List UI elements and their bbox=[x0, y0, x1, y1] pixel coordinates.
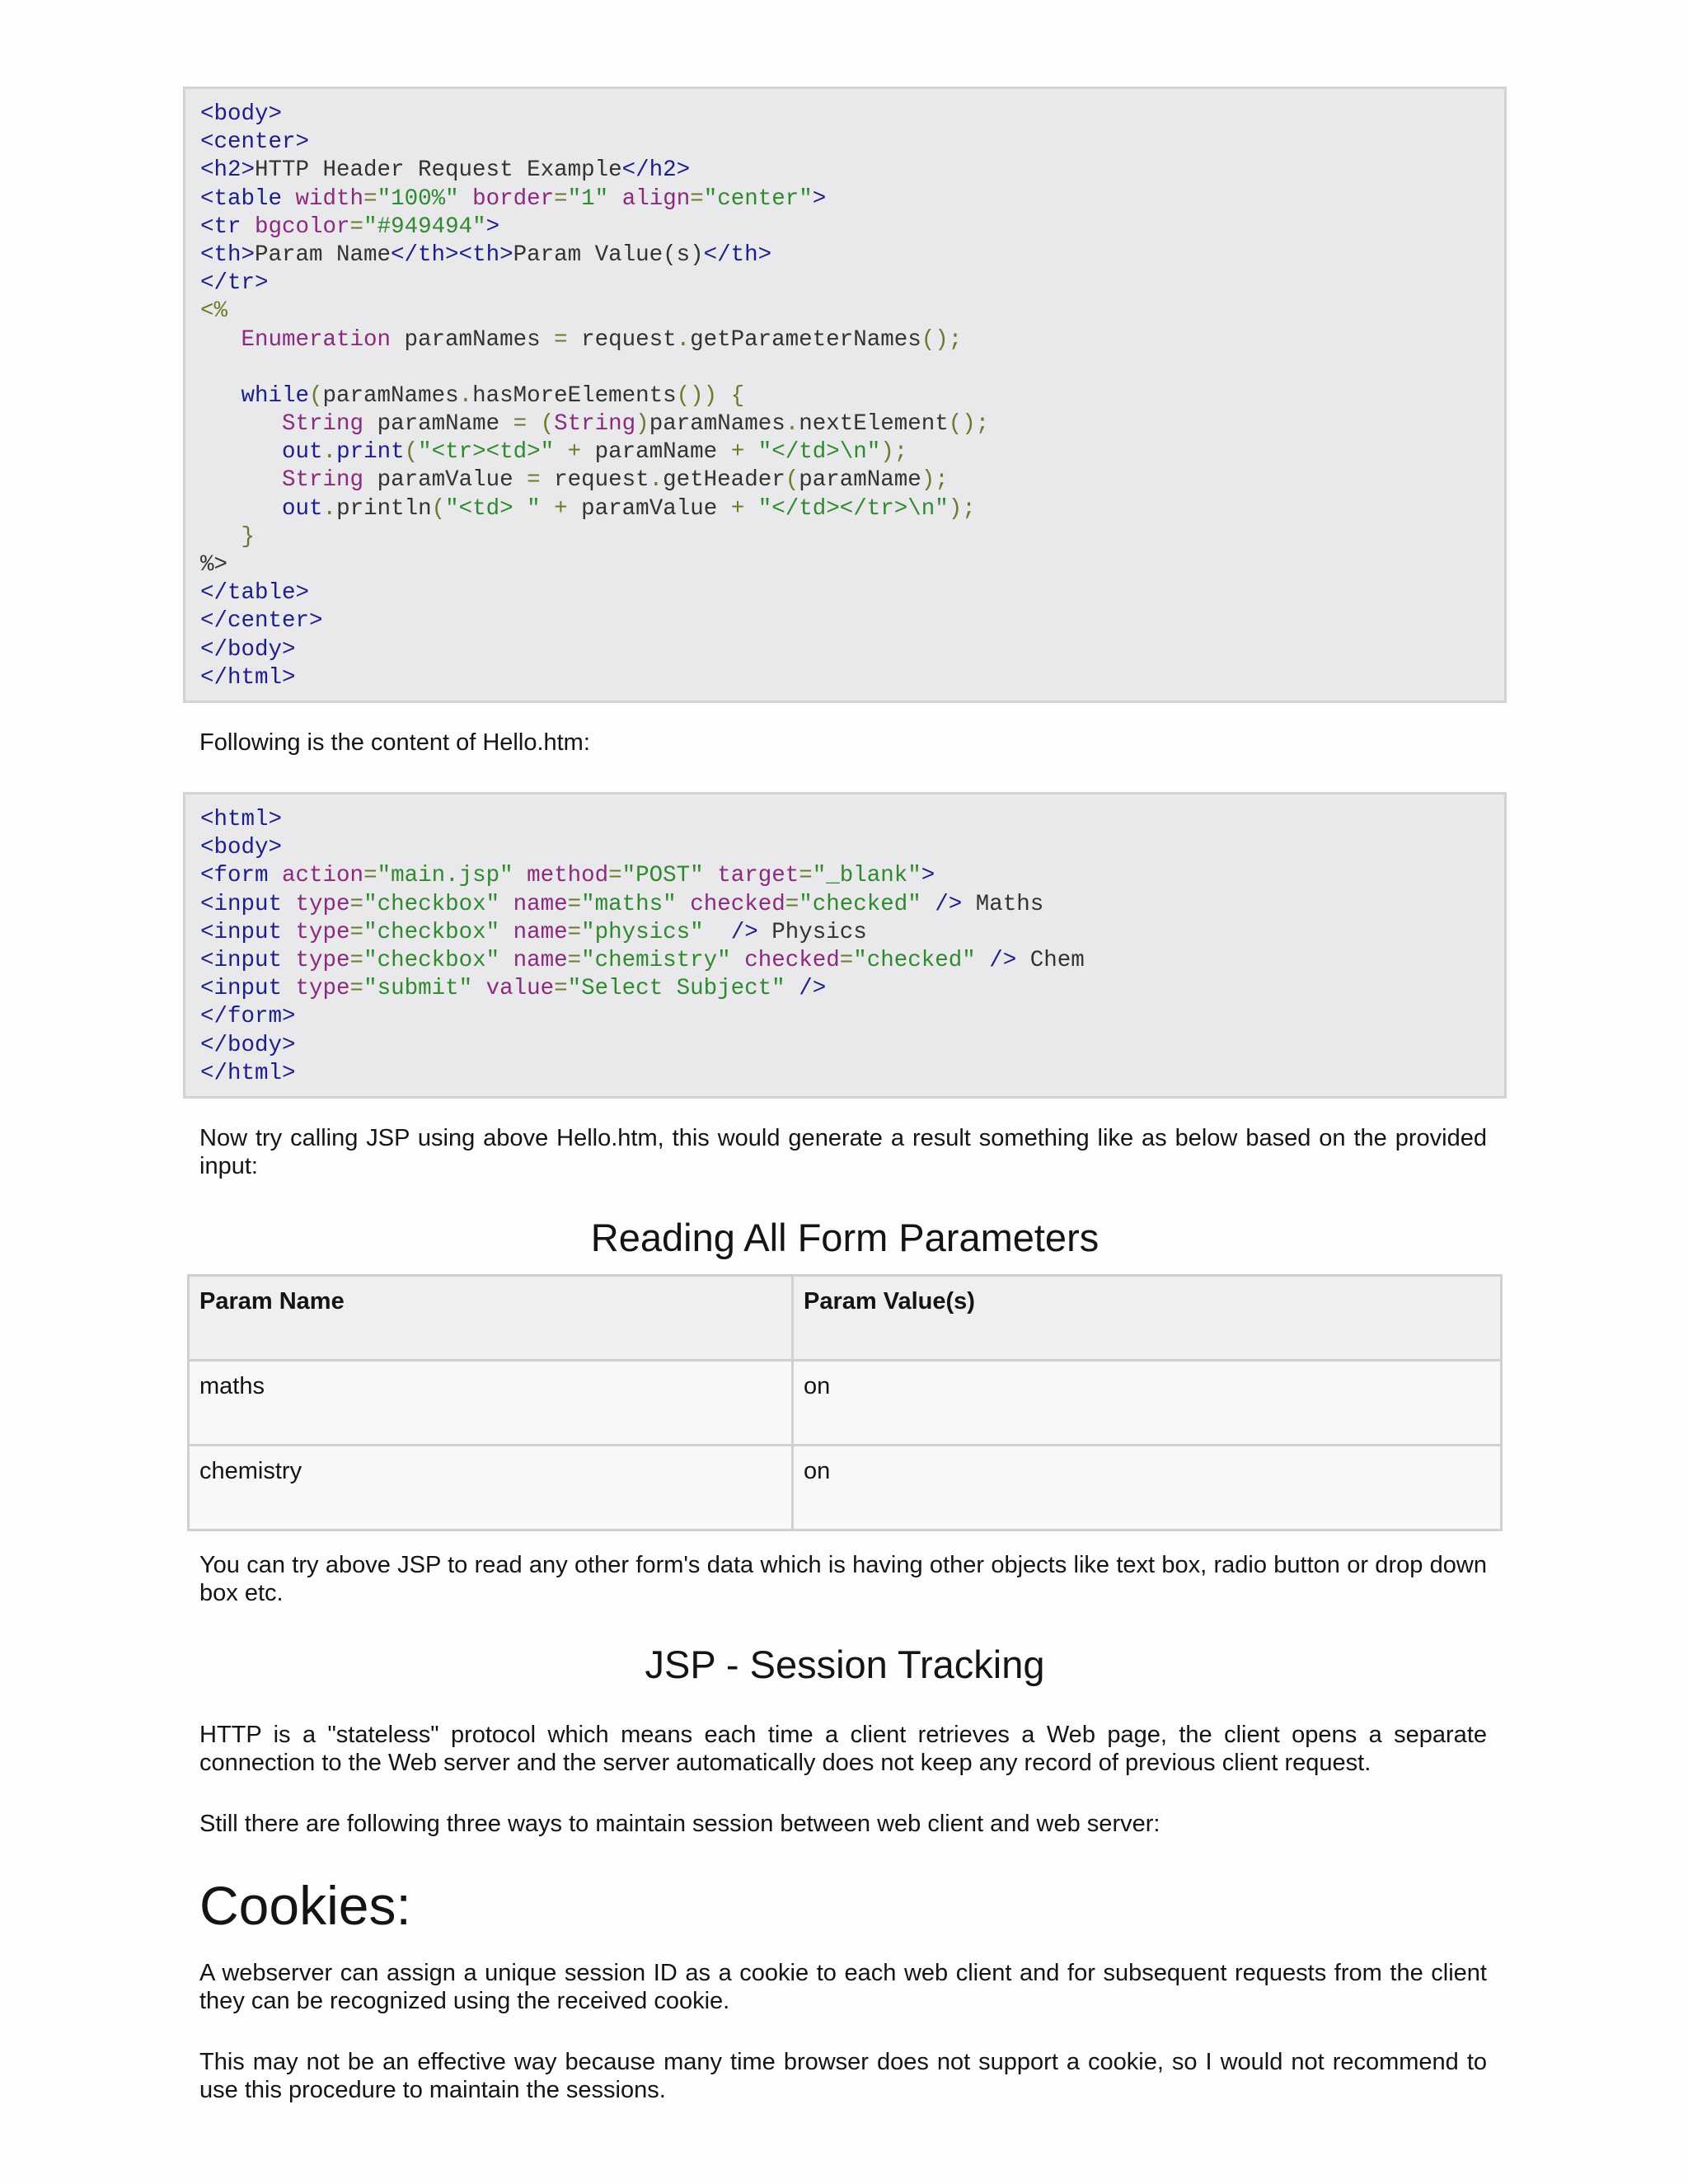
code-token: <tr bbox=[200, 213, 256, 240]
code-token: = bbox=[527, 467, 541, 494]
paragraph-cookie-session-id: A webserver can assign a unique session ID as a cookie to each web client and for subsequent requests from the client they can be recognized using the received cookie. bbox=[199, 1960, 1487, 2014]
code-token bbox=[200, 439, 282, 465]
code-token: (); bbox=[921, 326, 963, 353]
table-header-cell: Param Value(s) bbox=[793, 1276, 1502, 1361]
heading-cookies: Cookies: bbox=[199, 1875, 411, 1936]
code-line bbox=[200, 1003, 1489, 1031]
paragraph-try-above: You can try above JSP to read any other form's data which is having other objects like text box, radio button or drop down box etc. bbox=[199, 1552, 1487, 1606]
code-token bbox=[200, 327, 241, 353]
code-token: . bbox=[322, 439, 337, 466]
code-token: "maths" bbox=[581, 891, 677, 917]
table-header-cell: Param Name bbox=[189, 1276, 793, 1361]
code-token bbox=[704, 863, 718, 888]
code-token: = bbox=[349, 891, 364, 917]
code-token: ( bbox=[431, 495, 446, 522]
code-token: <input bbox=[200, 947, 296, 973]
code-line bbox=[200, 129, 1489, 157]
code-token: out bbox=[282, 495, 323, 522]
code-token bbox=[527, 411, 541, 437]
code-token: getParameterNames bbox=[690, 326, 921, 353]
code-token: . bbox=[322, 495, 337, 522]
code-line bbox=[200, 919, 1489, 947]
heading-session-tracking: JSP - Session Tracking bbox=[645, 1643, 1045, 1686]
code-token: request bbox=[540, 467, 649, 494]
code-block-hello-htm bbox=[183, 792, 1507, 1099]
table-cell: chemistry bbox=[189, 1446, 793, 1530]
paragraph-stateless: HTTP is a "stateless" protocol which means each time a client retrieves a Web page, the client opens a separate connection to the Web server and the server automatically does not keep any record of previous client request. bbox=[199, 1722, 1487, 1776]
code-token: "#949494" bbox=[363, 213, 486, 240]
code-token: paramNames bbox=[391, 326, 555, 353]
code-token: String bbox=[554, 411, 636, 438]
code-token: . bbox=[649, 467, 663, 494]
result-table bbox=[187, 1274, 1503, 1531]
code-token: hasMoreElements bbox=[472, 382, 677, 409]
code-line bbox=[200, 523, 1489, 551]
code-token: paramName bbox=[799, 467, 921, 494]
code-token: + bbox=[554, 495, 568, 522]
code-line bbox=[200, 607, 1489, 635]
code-token bbox=[541, 496, 555, 522]
code-line bbox=[200, 1060, 1489, 1088]
heading-reading-form-parameters: Reading All Form Parameters bbox=[590, 1216, 1100, 1259]
code-line bbox=[200, 664, 1489, 692]
code-token: <center> bbox=[200, 129, 310, 156]
code-token: </h2> bbox=[621, 157, 691, 184]
code-token: align bbox=[621, 185, 691, 212]
code-line bbox=[200, 269, 1489, 298]
code-token: "chemistry" bbox=[581, 947, 731, 973]
code-token: <th> bbox=[200, 241, 256, 268]
code-token: bgcolor bbox=[255, 213, 350, 240]
code-token: <h2> bbox=[200, 157, 256, 184]
code-token: "1" bbox=[567, 185, 609, 212]
code-token: paramName bbox=[581, 439, 731, 466]
code-token: "POST" bbox=[621, 863, 704, 889]
table-cell: maths bbox=[189, 1361, 793, 1446]
paragraph-hello-intro: Following is the content of Hello.htm: bbox=[199, 729, 590, 756]
code-token: + bbox=[730, 439, 745, 466]
code-token: = bbox=[363, 863, 377, 889]
code-token bbox=[513, 863, 528, 888]
code-token: "physics" bbox=[581, 919, 704, 945]
code-token: = bbox=[690, 185, 704, 212]
code-token: . bbox=[676, 326, 691, 353]
code-token bbox=[731, 948, 745, 973]
paragraph-three-ways: Still there are following three ways to maintain session between web client and web server: bbox=[199, 1811, 1160, 1837]
code-token: "checkbox" bbox=[363, 891, 500, 917]
code-line bbox=[200, 326, 1489, 354]
code-token: <form bbox=[200, 863, 283, 889]
code-token: } bbox=[241, 523, 256, 550]
code-token: Param Value(s) bbox=[513, 241, 704, 268]
code-token: String bbox=[282, 467, 364, 494]
code-token: = bbox=[363, 185, 377, 212]
code-token: out bbox=[282, 439, 323, 466]
code-token: paramNames bbox=[649, 411, 785, 438]
code-token bbox=[785, 976, 799, 1001]
code-token: </html> bbox=[200, 664, 296, 691]
code-token: checked bbox=[744, 947, 840, 973]
code-token: ( bbox=[540, 411, 555, 438]
code-token bbox=[200, 496, 282, 522]
code-token: type bbox=[295, 976, 350, 1002]
code-token: border bbox=[472, 185, 555, 212]
code-token bbox=[554, 439, 568, 465]
code-token bbox=[200, 383, 241, 409]
code-token bbox=[472, 976, 486, 1001]
code-line bbox=[200, 862, 1489, 890]
code-line bbox=[200, 438, 1489, 466]
code-line bbox=[200, 579, 1489, 607]
code-token: ( bbox=[309, 382, 323, 409]
code-token: "100%" bbox=[377, 185, 459, 212]
code-token: { bbox=[730, 382, 745, 409]
code-token: ); bbox=[921, 467, 949, 494]
code-token: <table bbox=[200, 185, 296, 212]
code-token: type bbox=[295, 891, 350, 917]
code-token: nextElement bbox=[799, 411, 949, 438]
paragraph-try-calling: Now try calling JSP using above Hello.htm, this would generate a result something like as below based on the provided input: bbox=[199, 1125, 1487, 1179]
code-token: "checkbox" bbox=[363, 947, 500, 973]
code-token: = bbox=[554, 185, 568, 212]
code-token: </html> bbox=[200, 1060, 296, 1086]
code-token: = bbox=[567, 891, 582, 917]
code-token: width bbox=[295, 185, 364, 212]
code-token: = bbox=[799, 863, 813, 889]
code-token: Maths bbox=[962, 891, 1044, 917]
table-row bbox=[189, 1361, 1502, 1446]
code-token: "<tr><td>" bbox=[418, 439, 555, 466]
code-token: <html> bbox=[200, 807, 283, 832]
code-token bbox=[200, 524, 241, 550]
code-line bbox=[200, 551, 1489, 579]
code-token: </th> bbox=[703, 241, 772, 268]
code-line bbox=[200, 157, 1489, 185]
code-token bbox=[744, 496, 758, 522]
code-token bbox=[677, 892, 691, 917]
code-token: = bbox=[349, 919, 364, 945]
code-token bbox=[608, 186, 622, 212]
code-token: name bbox=[513, 919, 568, 945]
code-token: String bbox=[282, 411, 364, 438]
code-line bbox=[200, 382, 1489, 410]
code-token: request bbox=[567, 326, 677, 353]
code-token bbox=[200, 467, 282, 493]
code-token: ( bbox=[404, 439, 419, 466]
code-token: paramName bbox=[363, 411, 513, 438]
code-token: </table> bbox=[200, 580, 310, 607]
code-line bbox=[200, 834, 1489, 862]
code-line bbox=[200, 891, 1489, 919]
code-line bbox=[200, 1032, 1489, 1060]
code-token: "</td></tr>\n" bbox=[757, 495, 949, 522]
code-token bbox=[200, 411, 282, 437]
code-token bbox=[459, 186, 473, 212]
code-token: = bbox=[839, 947, 854, 973]
code-token: name bbox=[513, 947, 568, 973]
code-token: type bbox=[295, 919, 350, 945]
code-token: paramValue bbox=[363, 467, 528, 494]
code-token: = bbox=[608, 863, 622, 889]
code-token: Param Name bbox=[255, 241, 392, 268]
code-token bbox=[921, 892, 935, 917]
code-token: </body> bbox=[200, 1032, 296, 1058]
code-token: method bbox=[527, 863, 609, 889]
code-token: = bbox=[567, 919, 582, 945]
code-token: name bbox=[513, 891, 568, 917]
code-token: </center> bbox=[200, 608, 323, 635]
code-token: ); bbox=[948, 495, 976, 522]
code-token bbox=[704, 920, 731, 945]
code-token: "checked" bbox=[853, 947, 976, 973]
code-token: ()) bbox=[676, 382, 718, 409]
code-token: = bbox=[554, 326, 568, 353]
table-row bbox=[189, 1446, 1502, 1530]
code-token: ); bbox=[880, 439, 908, 466]
code-token: + bbox=[567, 439, 582, 466]
code-token: <input bbox=[200, 919, 296, 945]
code-token: = bbox=[349, 976, 364, 1002]
code-token bbox=[717, 383, 731, 409]
code-token bbox=[499, 948, 513, 973]
code-token: > bbox=[812, 185, 827, 212]
code-token: = bbox=[554, 976, 568, 1002]
table-header-row bbox=[189, 1276, 1502, 1361]
code-token: target bbox=[717, 863, 799, 889]
code-token: getHeader bbox=[663, 467, 785, 494]
code-token: /> bbox=[730, 919, 758, 945]
code-line bbox=[200, 466, 1489, 494]
code-token: + bbox=[730, 495, 745, 522]
code-token: /> bbox=[935, 891, 963, 917]
code-line bbox=[200, 947, 1489, 975]
code-token: = bbox=[567, 947, 582, 973]
code-token: Chem bbox=[1016, 947, 1085, 973]
code-token: > bbox=[921, 863, 935, 889]
code-token: Enumeration bbox=[241, 326, 392, 353]
code-token: <input bbox=[200, 891, 296, 917]
code-token: = bbox=[513, 411, 528, 438]
code-token: checked bbox=[690, 891, 785, 917]
code-token: = bbox=[349, 213, 364, 240]
code-token: </form> bbox=[200, 1004, 296, 1030]
code-token: "</td>\n" bbox=[757, 439, 881, 466]
code-token: <body> bbox=[200, 101, 283, 127]
code-line bbox=[200, 354, 1489, 382]
code-token: <% bbox=[200, 298, 228, 325]
code-line bbox=[200, 806, 1489, 834]
code-token: = bbox=[785, 891, 799, 917]
code-line bbox=[200, 636, 1489, 664]
code-token: paramNames bbox=[322, 382, 459, 409]
code-token bbox=[499, 920, 513, 945]
code-token: "submit" bbox=[363, 976, 473, 1002]
code-token: print bbox=[336, 439, 405, 466]
code-line bbox=[200, 410, 1489, 438]
code-token: ) bbox=[635, 411, 649, 438]
code-token: "center" bbox=[703, 185, 813, 212]
code-token: "_blank" bbox=[812, 863, 921, 889]
code-line bbox=[200, 213, 1489, 241]
code-token: = bbox=[349, 947, 364, 973]
code-token: "checked" bbox=[799, 891, 921, 917]
code-block-jsp bbox=[183, 87, 1507, 703]
table-cell: on bbox=[793, 1361, 1502, 1446]
code-token: </th><th> bbox=[391, 241, 513, 268]
code-token: <body> bbox=[200, 835, 283, 861]
code-token: Physics bbox=[757, 919, 867, 945]
code-token: while bbox=[241, 382, 310, 409]
code-token: println bbox=[336, 495, 432, 522]
code-token: . bbox=[785, 411, 799, 438]
code-token: "checkbox" bbox=[363, 919, 500, 945]
code-token: /> bbox=[989, 947, 1017, 973]
code-line bbox=[200, 241, 1489, 269]
code-token: "main.jsp" bbox=[377, 863, 513, 889]
code-token: HTTP Header Request Example bbox=[255, 157, 622, 184]
code-line bbox=[200, 495, 1489, 523]
code-token: "Select Subject" bbox=[567, 976, 785, 1002]
code-token: . bbox=[458, 382, 473, 409]
code-line bbox=[200, 298, 1489, 326]
code-token: <input bbox=[200, 976, 296, 1002]
code-token: "<td> " bbox=[445, 495, 541, 522]
code-token bbox=[976, 948, 990, 973]
code-token: ( bbox=[785, 467, 799, 494]
code-token: > bbox=[485, 213, 500, 240]
table-cell: on bbox=[793, 1446, 1502, 1530]
code-token bbox=[744, 439, 758, 465]
paragraph-not-effective: This may not be an effective way because many time browser does not support a cookie, so I would not recommend to use this procedure to maintain the sessions. bbox=[199, 2049, 1487, 2103]
code-line bbox=[200, 101, 1489, 129]
code-token: (); bbox=[948, 411, 990, 438]
code-token: action bbox=[282, 863, 364, 889]
code-token: </body> bbox=[200, 636, 296, 663]
code-token bbox=[499, 892, 513, 917]
code-line bbox=[200, 975, 1489, 1003]
code-token: /> bbox=[799, 976, 827, 1002]
code-token: paramValue bbox=[567, 495, 731, 522]
code-line bbox=[200, 185, 1489, 213]
code-token: value bbox=[485, 976, 555, 1002]
code-token: type bbox=[295, 947, 350, 973]
code-token: %> bbox=[200, 552, 228, 578]
code-token: </tr> bbox=[200, 270, 269, 297]
